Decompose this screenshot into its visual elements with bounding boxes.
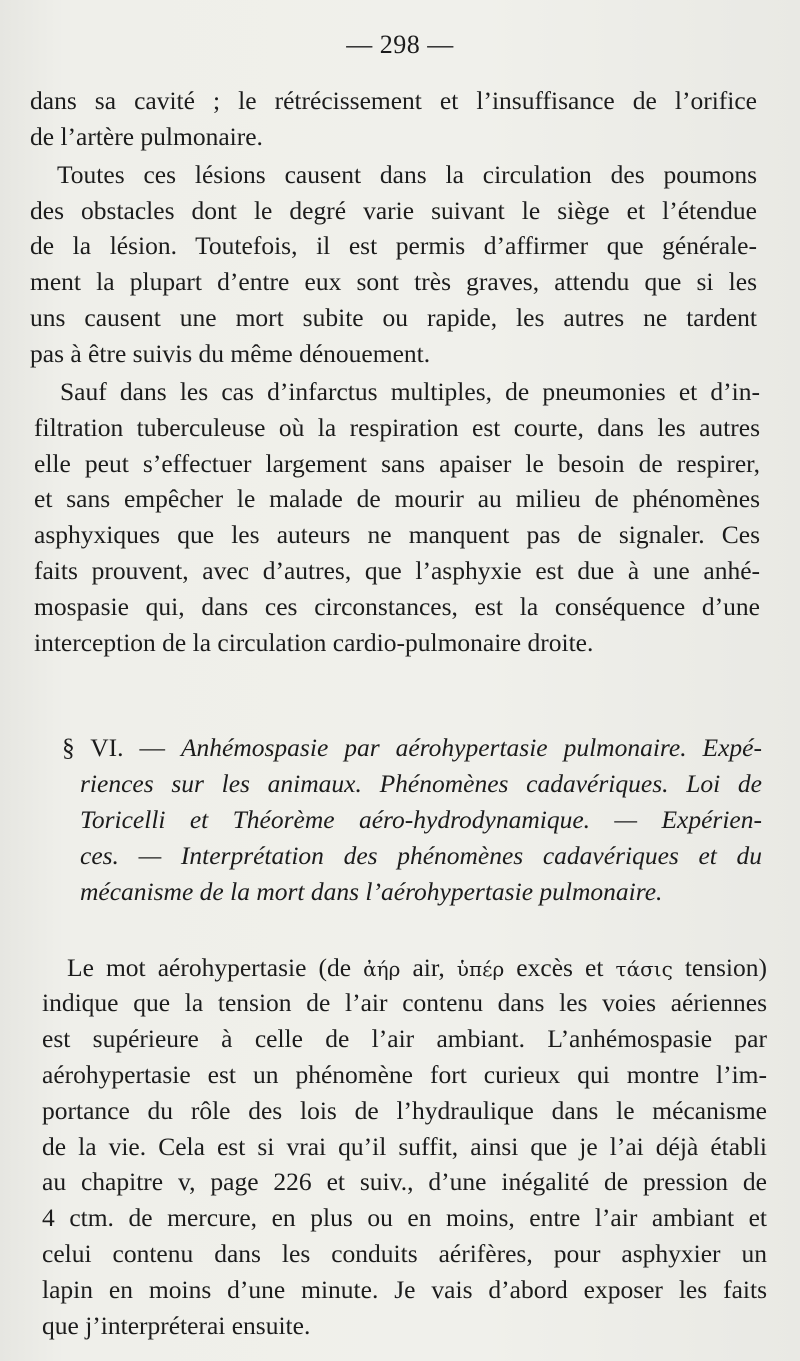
section-title-line: ces. — Interprétation des phénomènes cadavériques et du	[80, 841, 762, 870]
text-segment: tension)	[672, 953, 768, 982]
section-number: § VI. —	[62, 733, 181, 762]
text-line: portance du rôle des lois de l’hydraulique dans le mécanisme	[42, 1096, 767, 1125]
page-number: — 298 —	[346, 30, 454, 59]
text-line: mospasie qui, dans ces circonstances, est la conséquence d’une	[34, 592, 760, 621]
text-segment: Le mot aérohypertasie (de	[67, 953, 364, 982]
text-line: ment la plupart d’entre eux sont très graves, attendu que si les	[30, 267, 757, 296]
greek-word: τάσις	[615, 957, 673, 981]
text-segment: air,	[400, 953, 457, 982]
text-line: 4 ctm. de mercure, en plus ou en moins, entre l’air ambiant et	[42, 1203, 767, 1232]
text-line: uns causent une mort subite ou rapide, les autres ne tardent	[30, 303, 757, 332]
section-title-line: riences sur les animaux. Phénomènes cadavériques. Loi de	[80, 769, 762, 798]
text-line: aérohypertasie est un phénomène fort curieux qui montre l’im-	[42, 1060, 767, 1089]
text-line: lapin en moins d’une minute. Je vais d’abord exposer les faits	[42, 1275, 767, 1304]
text-line: dans sa cavité ; le rétrécissement et l’insuffisance de l’orifice	[30, 86, 757, 115]
section-title-line: Anhémospasie par aérohypertasie pulmonaire. Expé-	[180, 733, 762, 762]
section-title-line: mécanisme de la mort dans l’aérohypertasie pulmonaire.	[80, 877, 663, 906]
section-heading	[62, 733, 762, 763]
greek-word: ὑπέρ	[456, 957, 505, 981]
text-line: Sauf dans les cas d’infarctus multiples, de pneumonies et d’in-	[60, 377, 760, 406]
text-line: asphyxiques que les auteurs ne manquent pas de signaler. Ces	[34, 520, 760, 549]
text-line: elle peut s’effectuer largement sans apaiser le besoin de respirer,	[34, 449, 760, 478]
text-line: Toutes ces lésions causent dans la circulation des poumons	[57, 160, 757, 189]
section-title-line: Toricelli et Théorème aéro-hydrodynamique. — Expérien-	[80, 805, 762, 834]
text-segment: excès et	[504, 953, 616, 982]
text-line: indique que la tension de l’air contenu dans les voies aériennes	[42, 988, 767, 1017]
text-line: de la lésion. Toutefois, il est permis d’affirmer que générale-	[30, 231, 757, 260]
text-line: au chapitre v, page 226 et suiv., d’une inégalité de pression de	[42, 1167, 767, 1196]
text-line: que j’interpréterai ensuite.	[42, 1311, 311, 1340]
text-line: celui contenu dans les conduits aérifères, pour asphyxier un	[42, 1239, 767, 1268]
text-line: de l’artère pulmonaire.	[30, 122, 263, 151]
greek-word: ἀήρ	[363, 957, 401, 981]
text-line: de la vie. Cela est si vrai qu’il suffit, ainsi que je l’ai déjà établi	[42, 1132, 767, 1161]
text-line: interception de la circulation cardio-pulmonaire droite.	[34, 628, 594, 657]
text-line: et sans empêcher le malade de mourir au milieu de phénomènes	[34, 484, 760, 513]
text-line: pas à être suivis du même dénouement.	[30, 339, 431, 368]
text-line: faits prouvent, avec d’autres, que l’asphyxie est due à une anhé-	[34, 556, 760, 585]
text-line: filtration tuberculeuse où la respiration est courte, dans les autres	[34, 413, 760, 442]
text-line: des obstacles dont le degré varie suivant le siège et l’étendue	[30, 196, 757, 225]
text-line: est supérieure à celle de l’air ambiant. L’anhémospasie par	[42, 1024, 767, 1053]
text-line	[67, 953, 767, 984]
